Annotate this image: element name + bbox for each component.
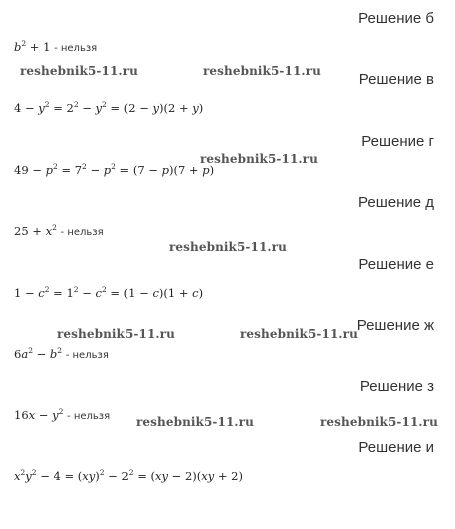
solution-heading-e: Решение е (358, 256, 434, 273)
formula-zh-note: - нельзя (65, 350, 109, 361)
formula-z (14, 408, 110, 422)
solution-heading-z: Решение з (359, 378, 434, 395)
formula-zh (14, 347, 109, 361)
watermark: reshebnik5-11.ru (169, 240, 287, 254)
watermark: reshebnik5-11.ru (136, 415, 254, 429)
solution-heading-d: Решение д (358, 194, 434, 211)
formula-b (14, 40, 97, 54)
formula-z-expr: $16x - y^2$ (14, 407, 64, 422)
solution-heading-g: Решение г (361, 133, 434, 150)
watermark: reshebnik5-11.ru (240, 327, 358, 341)
formula-i-expr: $x^2y^2 - 4 = (xy)^2 - 2^2 = (xy - 2)(xy + 2)$ (14, 468, 243, 483)
watermark: reshebnik5-11.ru (20, 64, 138, 78)
formula-i (14, 469, 243, 483)
formula-e-expr: $1 - c^2 = 1^2 - c^2 = (1 - c)(1 + c)$ (14, 285, 204, 300)
watermark: reshebnik5-11.ru (57, 327, 175, 341)
watermark: reshebnik5-11.ru (320, 415, 438, 429)
formula-z-note: - нельзя (67, 411, 111, 422)
formula-d-note: - нельзя (60, 227, 104, 238)
formula-d (14, 224, 104, 238)
watermark: reshebnik5-11.ru (203, 64, 321, 78)
solution-heading-zh: Решение ж (356, 317, 434, 334)
formula-b-expr: $b^2 + 1$ (14, 39, 51, 54)
formula-d-expr: $25 + x^2$ (14, 223, 57, 238)
solution-heading-i: Решение и (358, 439, 434, 456)
formula-zh-expr: $6a^2 - b^2$ (14, 346, 63, 361)
solution-heading-v: Решение в (358, 71, 434, 88)
solution-heading-b: Решение б (358, 10, 434, 27)
formula-g (14, 163, 214, 177)
formula-e (14, 286, 203, 300)
formula-v (14, 101, 203, 115)
formula-v-expr: $4 - y^2 = 2^2 - y^2 = (2 - y)(2 + y)$ (14, 100, 204, 115)
formula-g-expr: $49 - p^2 = 7^2 - p^2 = (7 - p)(7 + p)$ (14, 162, 215, 177)
watermark: reshebnik5-11.ru (200, 152, 318, 166)
formula-b-note: - нельзя (54, 43, 98, 54)
